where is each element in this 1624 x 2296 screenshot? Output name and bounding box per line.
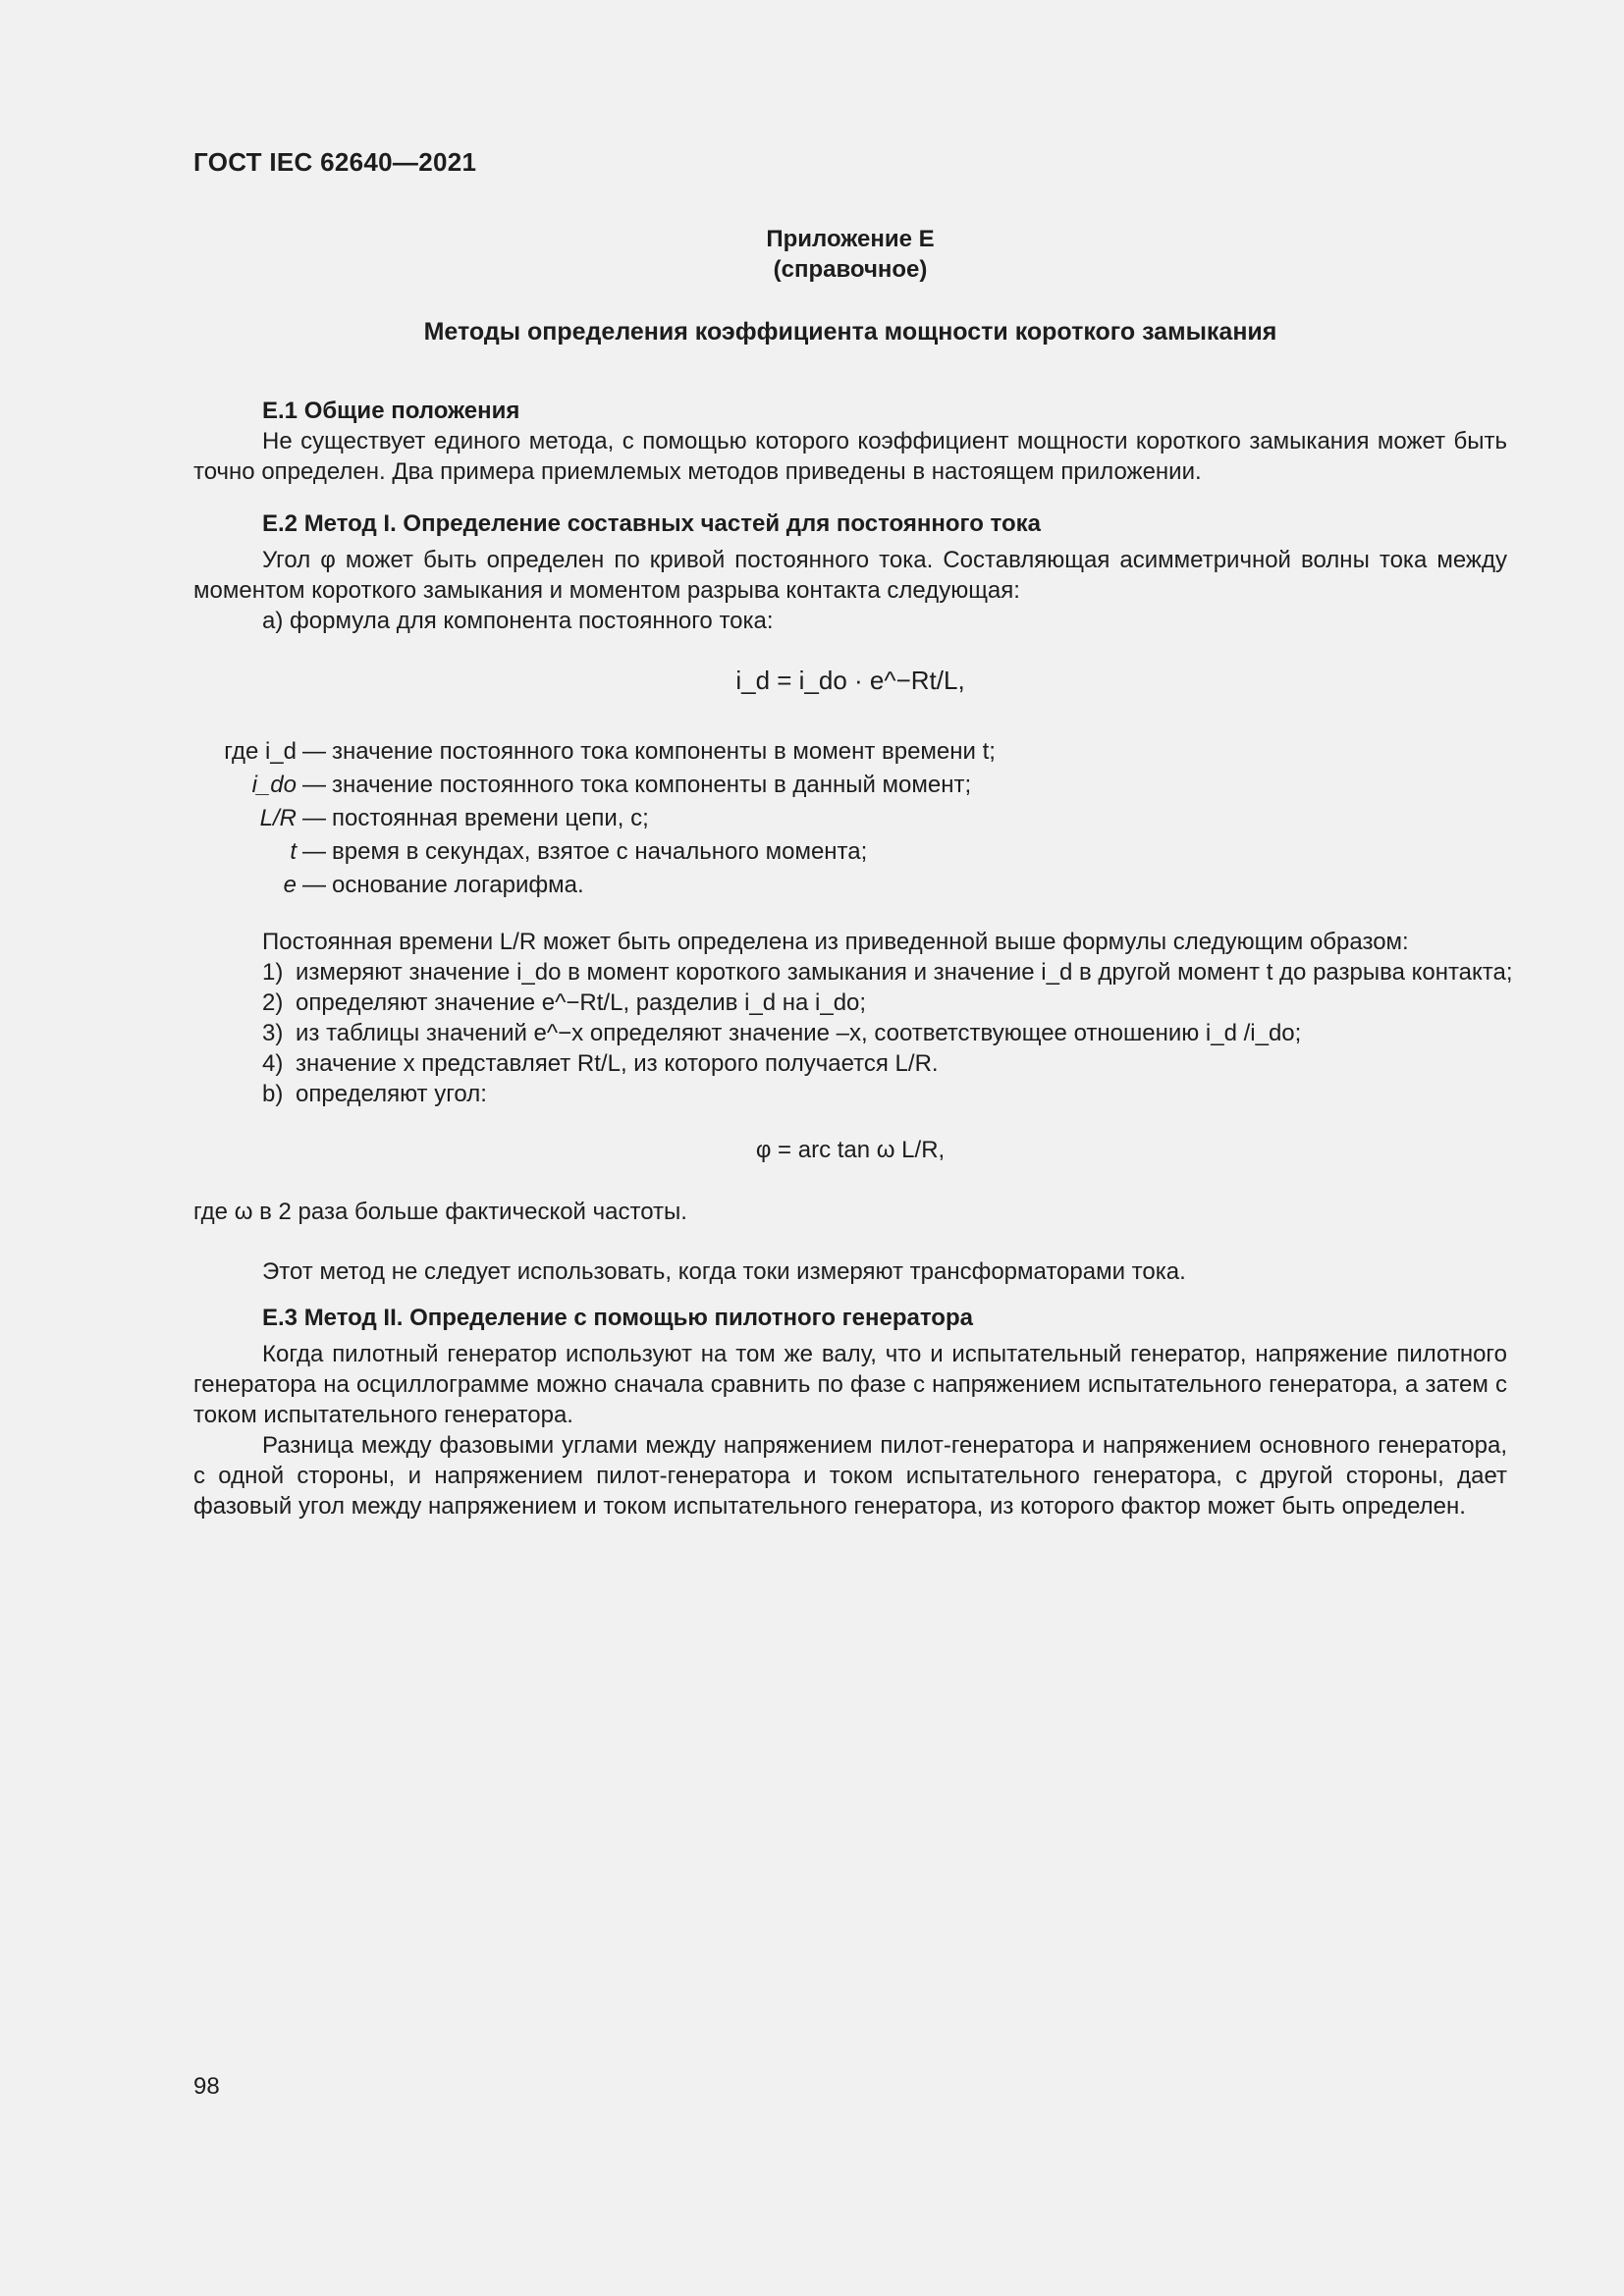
definition-row: i_do — значение постоянного тока компоненты в данный момент;	[193, 770, 996, 803]
annex-heading	[193, 224, 1507, 285]
paragraph: Разница между фазовыми углами между напряжением пилот-генератора и напряжением основного генератора, с одной стороны, и напряжением пилот-генератора и током испытательного генератора, с другой стороны, дает фазовый угол между напряжением и током испытательного генератора, из которого фактор может быть определен.	[193, 1432, 1507, 1520]
step-number: 1)	[262, 959, 284, 986]
section-heading: Е.1 Общие положения	[262, 398, 520, 424]
section-heading: Е.2 Метод I. Определение составных частей для постоянного тока	[262, 510, 1041, 537]
formula-angle: φ = arc tan ω L/R,	[755, 1137, 946, 1163]
main-title: Методы определения коэффициента мощности короткого замыкания	[423, 318, 1277, 346]
step-text: значение x представляет Rt/L, из которого получается L/R.	[296, 1050, 939, 1077]
definition-row: t — время в секундах, взятое с начального момента;	[193, 836, 996, 870]
paragraph: где ω в 2 раза больше фактической частоты.	[193, 1199, 687, 1225]
annex-note: (справочное)	[773, 256, 928, 283]
step-item	[193, 1079, 1548, 1109]
list-item-a: а) формула для компонента постоянного тока:	[262, 608, 774, 634]
paragraph: Этот метод не следует использовать, когда токи измеряют трансформаторами тока.	[262, 1258, 1186, 1285]
definition-text: основание логарифма.	[332, 872, 584, 898]
definitions-list	[193, 736, 996, 903]
definition-text: время в секундах, взятое с начального момента;	[332, 838, 868, 865]
paragraph: Угол φ может быть определен по кривой постоянного тока. Составляющая асимметричной волны тока между моментом короткого замыкания и моментом разрыва контакта следующая:	[193, 547, 1507, 604]
document-header: ГОСТ IEC 62640—2021	[193, 147, 477, 177]
step-number: 2)	[262, 989, 284, 1016]
method-steps	[193, 927, 1548, 1109]
paragraph: Когда пилотный генератор используют на том же валу, что и испытательный генератор, напряжение пилотного генератора на осциллограмме можно сначала сравнить по фазе с напряжением испытательного генератора, а затем с током испытательного генератора.	[193, 1341, 1507, 1428]
step-text: определяют значение e^−Rt/L, разделив i_d на i_do;	[296, 989, 867, 1016]
step-text: измеряют значение i_do в момент короткого замыкания и значение i_d в другой момент t до разрыва контакта;	[296, 959, 1513, 986]
definition-symbol: L/R	[259, 805, 297, 831]
definition-text: значение постоянного тока компоненты в момент времени t;	[332, 738, 996, 765]
step-number: b)	[262, 1081, 284, 1107]
method-warning	[193, 1256, 1507, 1287]
step-number: 4)	[262, 1050, 284, 1077]
definition-symbol: где i_d	[224, 738, 297, 765]
section-e2	[193, 508, 1507, 636]
paragraph: Не существует единого метода, с помощью которого коэффициент мощности короткого замыкания может быть точно определен. Два примера приемлемых методов приведены в настоящем приложении.	[193, 428, 1507, 485]
definition-row: где i_d — значение постоянного тока компоненты в момент времени t;	[193, 736, 996, 770]
section-e1	[193, 396, 1507, 487]
step-item	[193, 1018, 1548, 1048]
definition-text: значение постоянного тока компоненты в данный момент;	[332, 772, 972, 798]
definition-row: L/R — постоянная времени цепи, с;	[193, 803, 996, 836]
step-item	[193, 988, 1548, 1018]
step-number: 3)	[262, 1020, 284, 1046]
section-e3	[193, 1303, 1507, 1522]
definition-symbol: i_do	[251, 772, 297, 798]
definition-symbol: t	[290, 838, 297, 865]
page-number: 98	[193, 2073, 220, 2100]
omega-note	[193, 1197, 1507, 1227]
step-text: определяют угол:	[296, 1081, 487, 1107]
formula-dc-component: i_d = i_do · e^−Rt/L,	[735, 666, 965, 695]
definition-row: e — основание логарифма.	[193, 870, 996, 903]
step-item	[193, 1048, 1548, 1079]
definition-symbol: e	[283, 872, 297, 898]
step-item	[193, 957, 1548, 988]
method-intro: Постоянная времени L/R может быть определена из приведенной выше формулы следующим образом:	[262, 929, 1409, 955]
section-heading: Е.3 Метод II. Определение с помощью пилотного генератора	[262, 1305, 973, 1331]
definition-text: постоянная времени цепи, с;	[332, 805, 649, 831]
annex-title: Приложение Е	[766, 226, 935, 252]
step-text: из таблицы значений e^−x определяют значение –x, соответствующее отношению i_d /i_do;	[296, 1020, 1302, 1046]
